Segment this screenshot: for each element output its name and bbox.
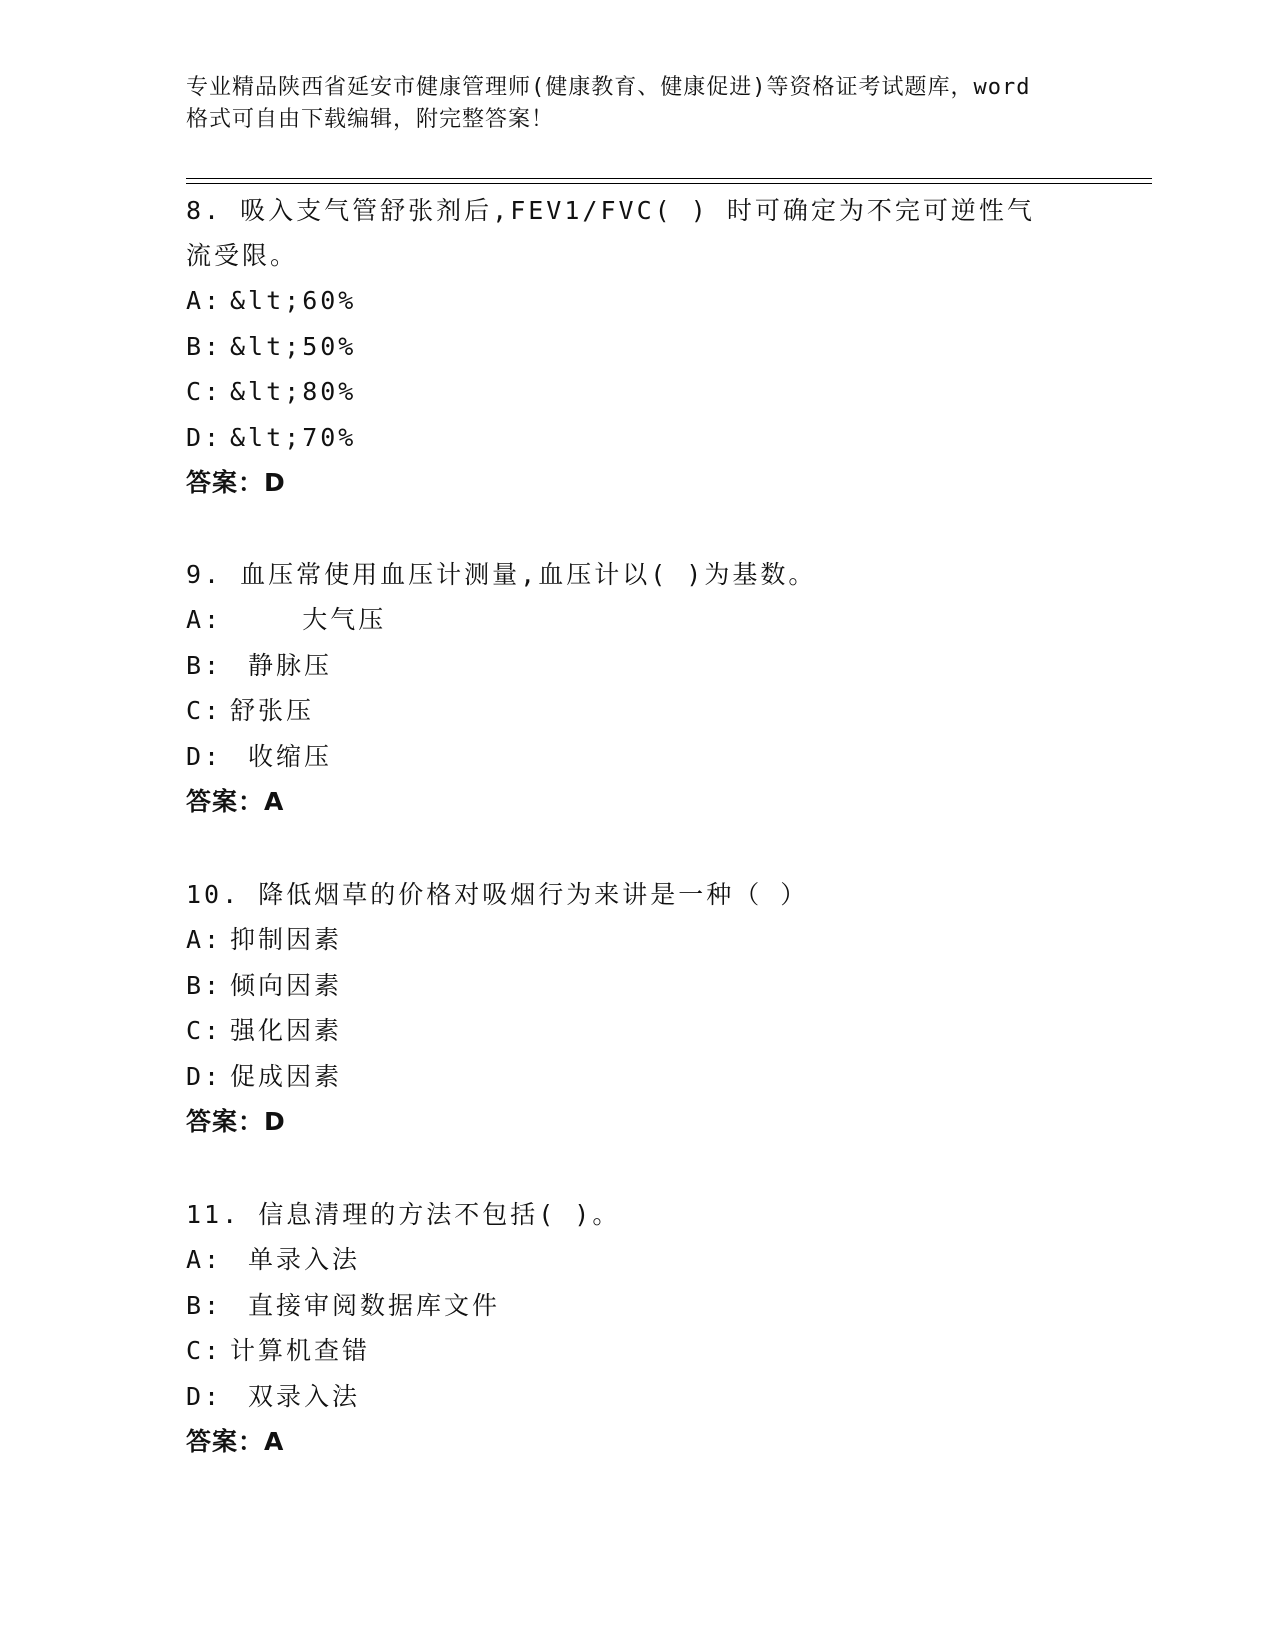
- option-a: [186, 597, 1086, 643]
- option-key: A:: [186, 1245, 223, 1274]
- option-text: 舒张压: [230, 696, 315, 725]
- header-divider-bottom: [186, 183, 1152, 184]
- option-d: [186, 734, 1086, 780]
- document-header: [186, 72, 1086, 136]
- option-b: [186, 324, 1086, 370]
- option-c: [186, 688, 1086, 734]
- option-b: [186, 1283, 1086, 1329]
- header-line-1: 专业精品陕西省延安市健康管理师(健康教育、健康促进)等资格证考试题库，word: [186, 75, 1031, 100]
- answer: 答案：D: [186, 468, 286, 497]
- question-stem: 8. 吸入支气管舒张剂后,FEV1/FVC( ) 时可确定为不完可逆性气: [186, 196, 1035, 225]
- answer: 答案：A: [186, 787, 285, 816]
- header-line-2: 格式可自由下载编辑，附完整答案！: [186, 107, 555, 132]
- option-text: &lt;80%: [230, 377, 357, 406]
- option-a: [186, 278, 1086, 324]
- question-stem: 9. 血压常使用血压计测量,血压计以( )为基数。: [186, 560, 817, 589]
- option-c: [186, 1328, 1086, 1374]
- header-divider-top: [186, 178, 1152, 179]
- option-d: [186, 1054, 1086, 1100]
- option-text: &lt;70%: [230, 422, 357, 452]
- option-text: 大气压: [230, 605, 387, 634]
- option-key: D:: [186, 1061, 223, 1091]
- question-stem: 10. 降低烟草的价格对吸烟行为来讲是一种（ ）: [186, 880, 809, 909]
- option-key: B:: [186, 1290, 223, 1320]
- option-key: C:: [186, 696, 223, 725]
- option-key: B:: [186, 970, 223, 1000]
- option-key: D:: [186, 741, 223, 771]
- option-key: C:: [186, 377, 223, 406]
- option-text: 单录入法: [230, 1245, 361, 1274]
- option-a: [186, 1237, 1086, 1283]
- answer: 答案：A: [186, 1427, 285, 1456]
- option-key: C:: [186, 1336, 223, 1365]
- option-text: 计算机查错: [230, 1336, 371, 1365]
- question-10: [186, 872, 1086, 1144]
- option-key: D:: [186, 1381, 223, 1411]
- option-text: 倾向因素: [230, 970, 343, 1000]
- option-key: C:: [186, 1016, 223, 1045]
- question-stem-continued: 流受限。: [186, 241, 299, 270]
- option-text: &lt;60%: [230, 286, 357, 315]
- option-text: 收缩压: [230, 741, 333, 771]
- option-text: 直接审阅数据库文件: [230, 1290, 501, 1320]
- option-c: [186, 369, 1086, 415]
- option-text: 强化因素: [230, 1016, 343, 1045]
- option-a: [186, 917, 1086, 963]
- option-text: 抑制因素: [230, 925, 343, 954]
- question-8: [186, 188, 1086, 505]
- question-11: [186, 1192, 1086, 1464]
- option-key: A:: [186, 286, 223, 315]
- option-key: B:: [186, 650, 223, 680]
- option-key: B:: [186, 331, 223, 361]
- option-key: A:: [186, 925, 223, 954]
- option-b: [186, 963, 1086, 1009]
- question-stem: 11. 信息清理的方法不包括( )。: [186, 1200, 621, 1229]
- option-text: 双录入法: [230, 1381, 361, 1411]
- option-key: A:: [186, 605, 223, 634]
- question-9: [186, 552, 1086, 824]
- answer: 答案：D: [186, 1107, 286, 1136]
- option-text: 促成因素: [230, 1061, 343, 1091]
- option-d: [186, 415, 1086, 461]
- option-b: [186, 643, 1086, 689]
- option-c: [186, 1008, 1086, 1054]
- option-d: [186, 1374, 1086, 1420]
- option-key: D:: [186, 422, 223, 452]
- option-text: 静脉压: [230, 650, 333, 680]
- option-text: &lt;50%: [230, 331, 357, 361]
